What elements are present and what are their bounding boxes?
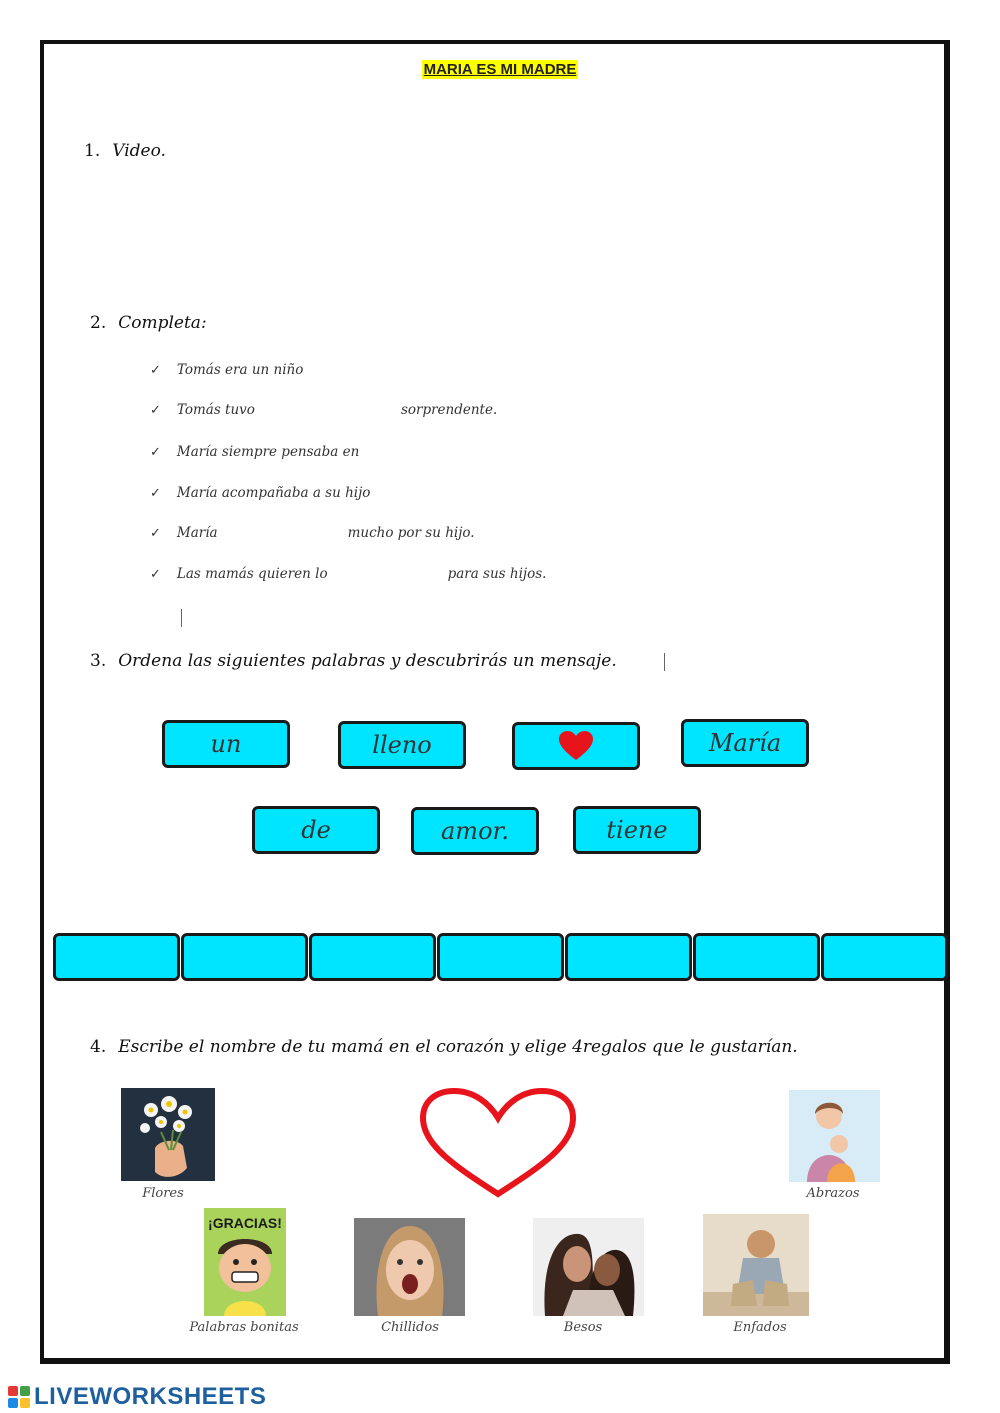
fill-item-2: ✓ Tomás tuvo sorprendente. bbox=[150, 402, 498, 418]
caption-chillidos: Chillidos bbox=[381, 1320, 439, 1335]
fill-item-3: ✓ María siempre pensaba en bbox=[150, 444, 360, 460]
answer-slot-3[interactable] bbox=[309, 933, 436, 981]
word-tile-un[interactable]: un bbox=[162, 720, 290, 768]
caption-palabras-bonitas: Palabras bonitas bbox=[189, 1320, 299, 1335]
gracias-sign-text: ¡GRACIAS! bbox=[208, 1215, 282, 1231]
text-cursor bbox=[664, 653, 665, 671]
text-cursor bbox=[181, 609, 182, 627]
word-tile-lleno[interactable]: lleno bbox=[338, 721, 466, 769]
answer-slot-7[interactable] bbox=[821, 933, 948, 981]
fill-item-6: ✓ Las mamás quieren lo para sus hijos. bbox=[150, 566, 547, 582]
worksheet-title: MARIA ES MI MADRE bbox=[423, 61, 577, 78]
sad-boy-photo[interactable] bbox=[703, 1214, 809, 1316]
caption-besos: Besos bbox=[563, 1320, 603, 1335]
answer-slot-2[interactable] bbox=[181, 933, 308, 981]
answer-slot-4[interactable] bbox=[437, 933, 564, 981]
word-tile-amor[interactable]: amor. bbox=[411, 807, 539, 855]
heart-icon bbox=[558, 730, 594, 762]
fill-item-1: ✓ Tomás era un niño bbox=[150, 362, 304, 378]
caption-flores: Flores bbox=[142, 1186, 184, 1201]
answer-slot-6[interactable] bbox=[693, 933, 820, 981]
section-2-heading: 2. Completa: bbox=[90, 313, 207, 333]
word-tile-tiene[interactable]: tiene bbox=[573, 806, 701, 854]
word-tile-heart[interactable] bbox=[512, 722, 640, 770]
screaming-girl-photo[interactable] bbox=[354, 1218, 465, 1316]
answer-slot-5[interactable] bbox=[565, 933, 692, 981]
gracias-illustration[interactable] bbox=[204, 1208, 286, 1316]
heart-outline-icon[interactable] bbox=[418, 1088, 578, 1200]
fill-item-5: ✓ María mucho por su hijo. bbox=[150, 525, 475, 541]
hug-illustration[interactable] bbox=[789, 1090, 880, 1182]
kiss-photo[interactable] bbox=[533, 1218, 644, 1316]
section-3-heading: 3. Ordena las siguientes palabras y descubrirás un mensaje. bbox=[90, 651, 617, 671]
liveworksheets-logo: LIVEWORKSHEETS bbox=[8, 1383, 266, 1411]
flowers-photo[interactable] bbox=[121, 1088, 215, 1181]
word-tile-maria[interactable]: María bbox=[681, 719, 809, 767]
logo-blocks-icon bbox=[8, 1386, 30, 1408]
caption-abrazos: Abrazos bbox=[806, 1186, 860, 1201]
caption-enfados: Enfados bbox=[733, 1320, 787, 1335]
fill-item-4: ✓ María acompañaba a su hijo bbox=[150, 485, 371, 501]
answer-slot-1[interactable] bbox=[53, 933, 180, 981]
section-1-heading: 1. Video. bbox=[84, 141, 166, 161]
word-tile-de[interactable]: de bbox=[252, 806, 380, 854]
section-4-heading: 4. Escribe el nombre de tu mamá en el corazón y elige 4regalos que le gustarían. bbox=[90, 1037, 798, 1057]
